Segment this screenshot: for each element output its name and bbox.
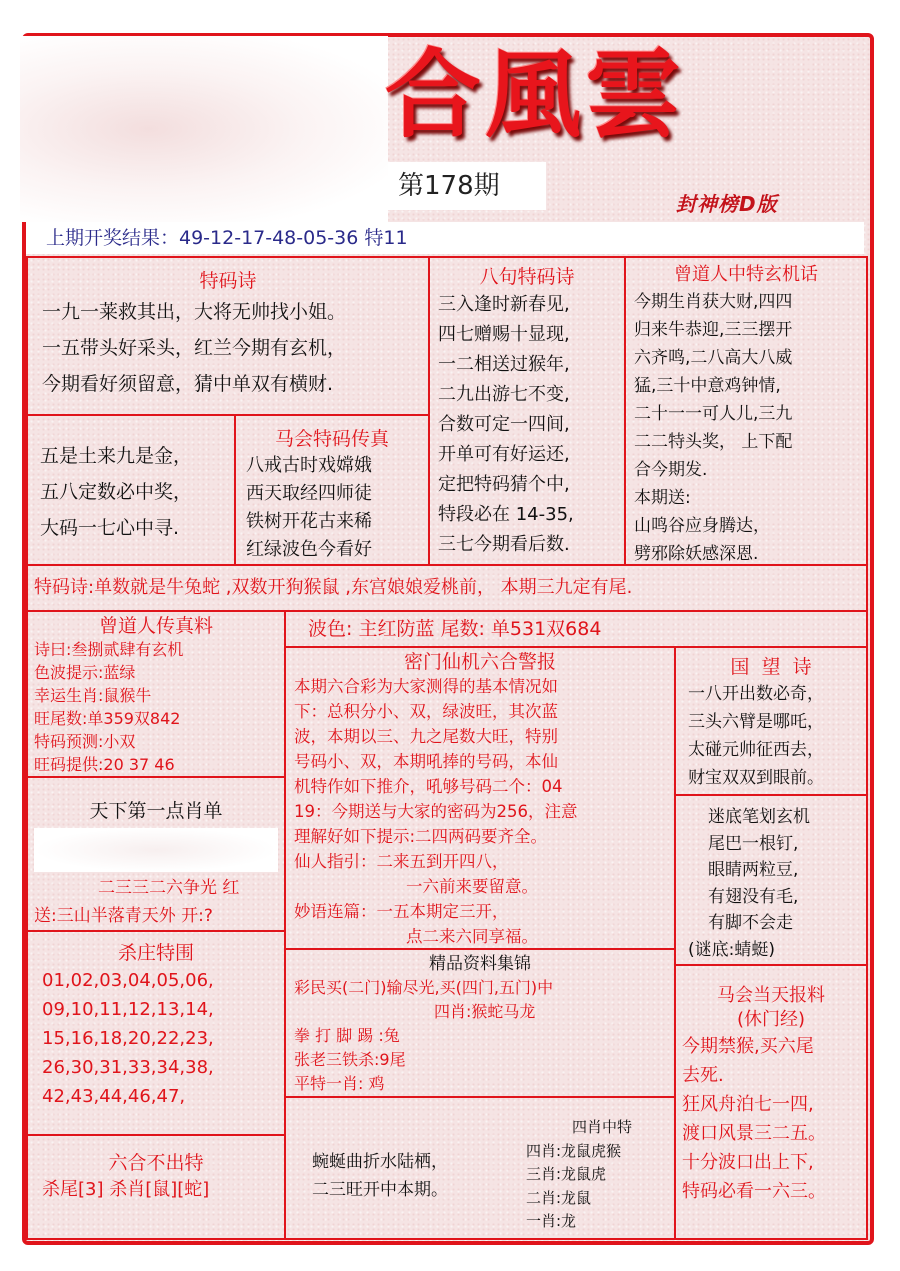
shazhuang-line: 01,02,03,04,05,06,: [42, 970, 214, 991]
masthead-logo: 合風雲: [385, 38, 685, 151]
guowang-box: [674, 646, 868, 796]
midi-line: 尾巴一根钉,: [708, 833, 799, 854]
mimen-title: 密门仙机六合警报: [403, 651, 556, 673]
midi-box: [674, 794, 868, 966]
mimen-line: 机特作如下推介，吼够号码二个：04: [294, 777, 563, 796]
eight-lines-line: 三入逢时新春见,: [438, 294, 570, 315]
shazhuang-line: 09,10,11,12,13,14,: [42, 999, 214, 1020]
midi-line: 有脚不会走: [708, 913, 793, 933]
edition-label: 封神榜D版: [676, 192, 778, 216]
eight-lines-line: 合数可定一四间,: [438, 414, 570, 435]
shazhuang-line: 42,43,44,46,47,: [42, 1086, 186, 1107]
guowang-line: 财宝双双到眼前。: [688, 768, 824, 788]
zeng-xuanji-line: 本期送:: [634, 488, 691, 508]
five-earth-line: 五是土来九是金，: [40, 445, 193, 467]
mahui-today-subtitle: (休门经): [736, 1009, 806, 1030]
zeng-zhenliao-line: 诗曰:叁捌贰肆有玄机: [34, 640, 184, 659]
guowang-line: 太碰元帅征西去，: [688, 740, 824, 760]
blurred-masthead-area: [20, 36, 388, 222]
mahui-today-line: 狂风舟泊七一四,: [682, 1094, 814, 1115]
zeng-zhenliao-box: [26, 610, 286, 778]
zeng-xuanji-line: 今期生肖获大财,四四: [634, 292, 793, 312]
mahui-chuanzhen-title: 马会特码传真: [274, 428, 389, 450]
tema-poem-line: 一五带头好采头，红兰今期有玄机，: [42, 337, 347, 359]
bose-text: 波色: 主红防蓝 尾数: 单531双684: [308, 618, 602, 640]
guowang-line: 三头六臂是哪吒，: [688, 712, 824, 732]
zeng-xuanji-line: 劈邪除妖感深恩.: [634, 544, 759, 564]
mahui-today-line: 渡口风景三二五。: [682, 1123, 826, 1144]
liuhe-buchu-box: [26, 1134, 286, 1240]
mahui-chuanzhen-box: [234, 414, 430, 566]
mahui-today-line: 今期禁猴,买六尾: [682, 1036, 814, 1057]
eight-lines-line: 开单可有好运还,: [438, 444, 570, 465]
liuhe-buchu-title: 六合不出特: [108, 1152, 204, 1174]
guowang-title: 国 望 诗: [730, 656, 812, 678]
mahui-today-box: [674, 964, 868, 1240]
qingting-line: 二三旺开中本期。: [312, 1180, 448, 1200]
midi-line: 迷底笔划玄机: [708, 807, 810, 827]
bottom-center-box: [284, 1096, 676, 1240]
issue-number: 第178期: [388, 162, 546, 210]
five-earth-line: 五八定数必中奖，: [40, 481, 193, 503]
shazhuang-box: [26, 930, 286, 1136]
sixiao-line: 四肖:龙鼠虎猴: [526, 1141, 622, 1160]
zeng-xuanji-line: 归来牛恭迎,三三摆开: [634, 320, 793, 340]
mahui-chuanzhen-line: 红绿波色今看好: [246, 539, 372, 560]
mimen-line: 妙语连篇：一五本期定三开，: [294, 902, 509, 921]
qingting-line: 蜿蜒曲折水陆栖，: [312, 1152, 448, 1172]
mahui-chuanzhen-line: 铁树开花古来稀: [246, 511, 372, 532]
jingpin-line: 平特一肖: 鸡: [294, 1074, 385, 1093]
zeng-xuanji-line: 合今期发.: [634, 460, 708, 480]
mimen-line: 点二来六同享福。: [406, 927, 538, 946]
mimen-line: 本期六合彩为大家测得的基本情况如: [294, 677, 558, 696]
zeng-xuanji-line: 山鸣谷应身腾达，: [634, 516, 770, 536]
last-result-bar: 上期开奖结果：49-12-17-48-05-36 特11: [26, 222, 864, 254]
shazhuang-title: 杀庄特围: [117, 942, 194, 964]
bose-box: [284, 610, 868, 648]
mahui-today-title: 马会当天报料: [717, 985, 825, 1006]
zeng-zhenliao-line: 旺码提供:20 37 46: [34, 755, 175, 774]
tema-poem-line: 一九一莱救其出，大将无帅找小姐。: [42, 301, 347, 323]
sixiao-line: 三肖:龙鼠虎: [526, 1165, 607, 1183]
sixiao-title: 四肖中特: [572, 1118, 633, 1136]
mahui-today-line: 特码必看一六三。: [682, 1181, 826, 1202]
tema-poem-title: 特码诗: [199, 270, 257, 292]
mahui-chuanzhen-line: 八戒古时戏嫦娥: [246, 455, 372, 476]
midi-line: 有翅没有毛,: [708, 886, 799, 907]
zeng-zhenliao-line: 旺尾数:单359双842: [34, 709, 181, 728]
guowang-line: 一八开出数必奇，: [688, 684, 824, 704]
tianxia-title: 天下第一点肖单: [89, 800, 223, 822]
eight-lines-line: 四七赠赐十显现,: [438, 324, 570, 345]
zeng-xuanji-line: 六齐鸣,二八高大八威: [634, 348, 793, 368]
five-earth-box: [26, 414, 236, 566]
jingpin-line: 彩民买(二门)输尽光,买(四门,五门)中: [294, 978, 554, 997]
eight-lines-line: 三七今期看后数.: [438, 534, 570, 555]
shazhuang-line: 26,30,31,33,34,38,: [42, 1057, 214, 1078]
tianxia-line: 二三三二六争光 红: [98, 878, 240, 898]
eight-lines-line: 一二相送过猴年,: [438, 354, 570, 375]
zeng-zhenliao-line: 特码预测:小双: [34, 732, 136, 751]
jingpin-title: 精品资料集锦: [429, 954, 531, 974]
zeng-xuanji-box: [624, 256, 868, 566]
mimen-line: 下：总积分小、双，绿波旺，其次蓝: [294, 702, 558, 721]
eight-lines-box: [428, 256, 626, 566]
eight-lines-title: 八句特码诗: [479, 266, 575, 288]
zeng-xuanji-title: 曾道人中特玄机话: [674, 264, 818, 285]
zeng-zhenliao-title: 曾道人传真料: [98, 615, 213, 637]
zeng-xuanji-line: 二二特头奖， 上下配: [634, 432, 793, 452]
zeng-xuanji-line: 猛,三十中意鸡钟情,: [634, 376, 781, 396]
mimen-line: 号码小、双，本期吼捧的号码，本仙: [294, 752, 558, 771]
mimen-line: 19：今期送与大家的密码为256，注意: [294, 802, 578, 821]
mimen-line: 波，本期以三、九之尾数大旺，特别: [294, 727, 558, 746]
jingpin-line: 拳 打 脚 踢 :兔: [294, 1026, 400, 1045]
tema-poem-box: [26, 256, 430, 416]
liuhe-buchu-line: 杀尾[3] 杀肖[鼠][蛇]: [42, 1179, 210, 1200]
five-earth-line: 大码一七心中寻.: [40, 517, 180, 539]
tema-poem-line: 今期看好须留意，猜中单双有横财.: [42, 373, 334, 395]
zeng-xuanji-line: 二十一一可人儿,三九: [634, 404, 793, 424]
blurred-patch: [34, 828, 278, 872]
eight-lines-line: 二九出游七不变,: [438, 384, 570, 405]
tianxia-line: 送:三山半落青天外 开:?: [34, 906, 213, 926]
eight-lines-line: 特段必在 14-35,: [438, 504, 574, 525]
mimen-box: [284, 646, 676, 950]
mahui-today-line: 十分波口出上下,: [682, 1152, 814, 1173]
zeng-zhenliao-line: 色波提示:蓝绿: [34, 663, 136, 682]
mahui-today-line: 去死.: [682, 1065, 724, 1086]
tianxia-box: [26, 776, 286, 932]
jingpin-line: 张老三铁杀:9尾: [294, 1050, 406, 1069]
zeng-zhenliao-line: 幸运生肖:鼠猴牛: [34, 686, 152, 705]
sixiao-line: 一肖:龙: [526, 1212, 577, 1230]
midi-line: 眼睛两粒豆,: [708, 860, 799, 880]
mimen-line: 一六前来要留意。: [406, 877, 538, 896]
mimen-line: 仙人指引：二来五到开四八，: [294, 852, 509, 871]
tema-banner-box: [26, 564, 868, 612]
mahui-chuanzhen-line: 西天取经四师徒: [246, 483, 372, 504]
eight-lines-line: 定把特码猜个中,: [438, 474, 570, 495]
mimen-line: 理解好如下提示:二四两码要齐全。: [294, 827, 548, 846]
jingpin-line: 四肖:猴蛇马龙: [434, 1002, 536, 1021]
midi-line: (谜底:蜻蜓): [688, 939, 775, 960]
tema-banner-text: 特码诗:单数就是牛兔蛇 ,双数开狗猴鼠 ,东宫娘娘爱桃前， 本期三九定有尾.: [34, 577, 633, 598]
jingpin-box: [284, 948, 676, 1098]
shazhuang-line: 15,16,18,20,22,23,: [42, 1028, 214, 1049]
sixiao-line: 二肖:龙鼠: [526, 1188, 592, 1207]
